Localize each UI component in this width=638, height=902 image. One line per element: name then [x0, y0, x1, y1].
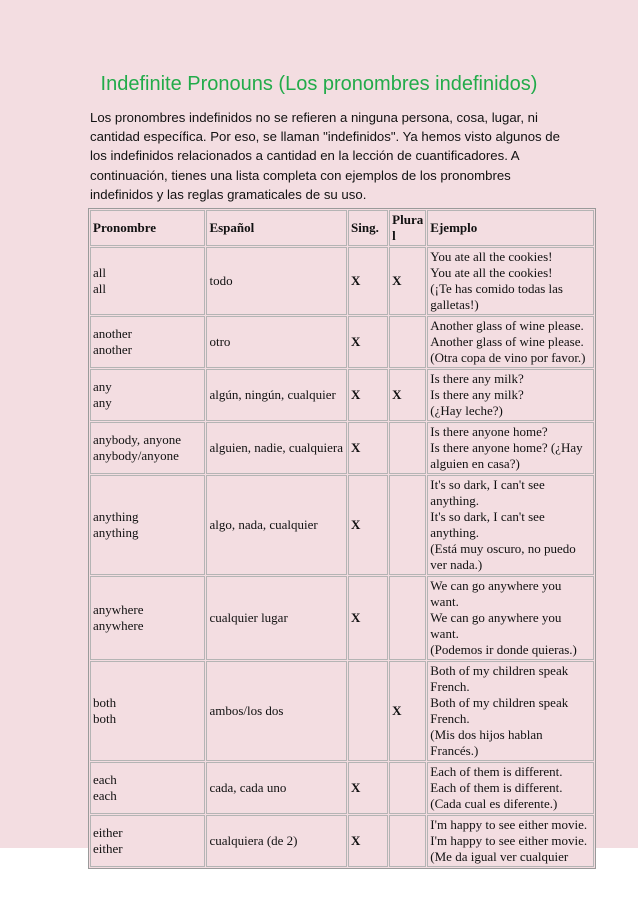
cell-spanish: todo [206, 247, 347, 315]
example-line: Is there anyone home? [430, 424, 548, 439]
cell-singular [348, 661, 388, 761]
pronoun-line: both [93, 711, 117, 726]
example-line: (¡Te has comido todas las galletas!) [430, 281, 563, 312]
table-header-row [90, 210, 594, 246]
pronoun-line: anywhere [93, 618, 144, 633]
cell-example [427, 422, 594, 474]
cell-pronoun [90, 475, 205, 575]
cell-plural [389, 576, 426, 660]
cell-plural [389, 762, 426, 814]
pronoun-line: another [93, 326, 132, 341]
table-row [90, 661, 594, 761]
cell-example [427, 316, 594, 368]
example-line: Each of them is different. [430, 780, 563, 795]
pronoun-line: all [93, 281, 106, 296]
pronoun-line: all [93, 265, 106, 280]
example-line: Is there any milk? [430, 387, 524, 402]
cell-example [427, 369, 594, 421]
cell-plural [389, 422, 426, 474]
pronoun-line: any [93, 379, 112, 394]
example-line: Both of my children speak French. [430, 663, 569, 694]
example-line: Another glass of wine please. [430, 318, 584, 333]
cell-pronoun [90, 422, 205, 474]
pronoun-line: anybody/anyone [93, 448, 179, 463]
cell-example [427, 815, 594, 867]
example-line: (¿Hay leche?) [430, 403, 503, 418]
table-row [90, 316, 594, 368]
cell-pronoun [90, 815, 205, 867]
cell-singular: X [348, 247, 388, 315]
example-line: We can go anywhere you want. [430, 610, 562, 641]
example-line: Is there any milk? [430, 371, 524, 386]
cell-pronoun [90, 247, 205, 315]
pronoun-line: anybody, anyone [93, 432, 181, 447]
example-line: (Mis dos hijos hablan Francés.) [430, 727, 543, 758]
page-title: Indefinite Pronouns (Los pronombres indefinidos) [100, 73, 538, 95]
example-line: I'm happy to see either movie. [430, 833, 588, 848]
cell-example [427, 661, 594, 761]
example-line: Is there anyone home? (¿Hay alguien en casa?) [430, 440, 583, 471]
pronoun-line: anything [93, 509, 139, 524]
example-line: (Me da igual ver cualquier [430, 849, 569, 864]
cell-example [427, 576, 594, 660]
example-line: It's so dark, I can't see anything. [430, 477, 545, 508]
header-plural: Plural [389, 210, 426, 246]
cell-plural [389, 815, 426, 867]
header-singular: Sing. [348, 210, 388, 246]
cell-plural: X [389, 247, 426, 315]
pronoun-table [88, 208, 596, 869]
table-body [90, 247, 594, 867]
table-row [90, 815, 594, 867]
example-line: We can go anywhere you want. [430, 578, 562, 609]
cell-singular: X [348, 815, 388, 867]
cell-singular: X [348, 475, 388, 575]
cell-example [427, 475, 594, 575]
pronoun-line: both [93, 695, 117, 710]
header-pronoun: Pronombre [90, 210, 205, 246]
example-line: (Podemos ir donde quieras.) [430, 642, 577, 657]
table-row [90, 576, 594, 660]
cell-spanish: cualquier lugar [206, 576, 347, 660]
example-line: I'm happy to see either movie. [430, 817, 588, 832]
intro-paragraph: Los pronombres indefinidos no se refieren a ninguna persona, cosa, lugar, ni cantidad específica. Por eso, se llaman "indefinidos". Ya hemos visto algunos de los indefinidos relacionados a cantidad en la lección de cuantificadores. A continuación, tienes una lista completa con ejemplos de los pronombres indefinidos y las reglas gramaticales de su uso. [90, 110, 560, 202]
example-line: You ate all the cookies! [430, 265, 553, 280]
cell-singular: X [348, 762, 388, 814]
header-example: Ejemplo [427, 210, 594, 246]
table-row [90, 475, 594, 575]
cell-pronoun [90, 762, 205, 814]
example-line: It's so dark, I can't see anything. [430, 509, 545, 540]
table-row [90, 762, 594, 814]
table-row [90, 369, 594, 421]
cell-pronoun [90, 661, 205, 761]
cell-spanish: algo, nada, cualquier [206, 475, 347, 575]
cell-plural [389, 475, 426, 575]
cell-spanish: cada, cada uno [206, 762, 347, 814]
example-line: (Otra copa de vino por favor.) [430, 350, 586, 365]
cell-plural [389, 316, 426, 368]
example-line: Another glass of wine please. [430, 334, 584, 349]
header-spanish: Español [206, 210, 347, 246]
cell-pronoun [90, 316, 205, 368]
cell-spanish: ambos/los dos [206, 661, 347, 761]
example-line: Each of them is different. [430, 764, 563, 779]
example-line: Both of my children speak French. [430, 695, 569, 726]
cell-singular: X [348, 576, 388, 660]
example-line: (Está muy oscuro, no puedo ver nada.) [430, 541, 576, 572]
cell-pronoun [90, 576, 205, 660]
pronoun-line: each [93, 772, 117, 787]
cell-spanish: algún, ningún, cualquier [206, 369, 347, 421]
cell-example [427, 247, 594, 315]
cell-example [427, 762, 594, 814]
pronoun-line: either [93, 841, 123, 856]
pronoun-line: another [93, 342, 132, 357]
cell-spanish: alguien, nadie, cualquiera [206, 422, 347, 474]
table-row [90, 247, 594, 315]
cell-singular: X [348, 316, 388, 368]
example-line: (Cada cual es diferente.) [430, 796, 558, 811]
table-row [90, 422, 594, 474]
example-line: You ate all the cookies! [430, 249, 553, 264]
cell-spanish: cualquiera (de 2) [206, 815, 347, 867]
cell-spanish: otro [206, 316, 347, 368]
cell-singular: X [348, 369, 388, 421]
pronoun-line: any [93, 395, 112, 410]
cell-plural: X [389, 661, 426, 761]
pronoun-line: anywhere [93, 602, 144, 617]
cell-singular: X [348, 422, 388, 474]
cell-pronoun [90, 369, 205, 421]
cell-plural: X [389, 369, 426, 421]
pronoun-line: each [93, 788, 117, 803]
pronoun-line: either [93, 825, 123, 840]
pronoun-line: anything [93, 525, 139, 540]
